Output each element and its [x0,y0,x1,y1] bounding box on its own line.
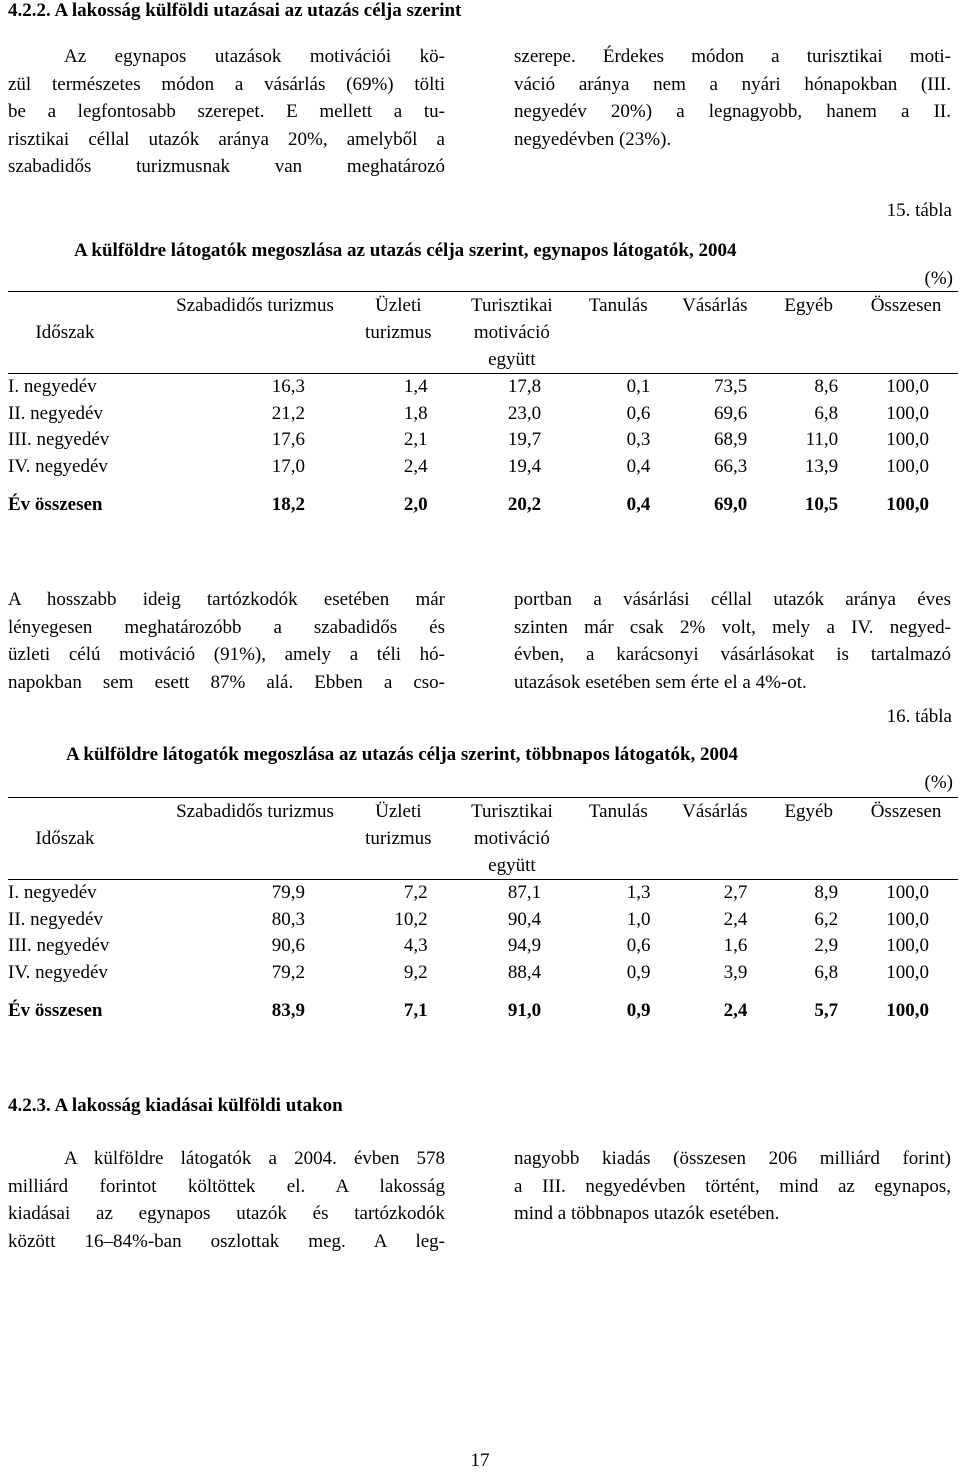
table-row [8,427,958,454]
table-row [8,960,958,987]
col-header-total: Összesen [870,801,942,822]
cell: 5,7 [814,1000,839,1021]
text-line: Az egynapos utazások motivációi kö- [64,46,445,67]
col-header-period: Időszak [35,828,95,849]
row-label: I. negyedév [8,882,97,903]
text-line: zül természetes módon a vásárlás (69%) tölti [8,73,445,95]
row-label: Év összesen [8,494,103,515]
col-header-study: Tanulás [588,295,648,316]
section-heading-4-2-3: 4.2.3. A lakosság kiadásai külföldi utakon [8,1095,343,1116]
cell: 17,8 [507,376,542,397]
col-header-business: Üzleti turizmus [365,295,432,343]
text-line: napokban sem esett 87% alá. Ebben a cso- [8,671,445,693]
cell: 11,0 [805,429,839,450]
table-row [8,374,958,401]
text-line: szabadidős turizmusnak van meghatározó [8,156,445,177]
cell: 18,2 [271,494,305,515]
cell: 79,2 [271,961,306,983]
cell: 4,3 [403,935,428,956]
table-number-15: 15. tábla [886,200,952,221]
text-line: mind a többnapos utazók esetében. [514,1203,780,1224]
text-line: üzleti célú motiváció (91%), amely a téli hó- [8,644,445,665]
cell: 6,8 [814,961,839,983]
table-total-row [8,986,958,1025]
table-total-row [8,480,958,519]
cell: 90,4 [507,908,542,930]
text-line: szinten már csak 2% volt, mely a IV. negyed- [514,616,951,638]
cell: 94,9 [507,935,542,956]
cell: 100,0 [886,1000,929,1021]
text-line: kiadásai az egynapos utazók és tartózkodók [8,1203,445,1224]
paragraph-3-left [8,1145,445,1255]
section-heading-4-2-2: 4.2.2. A lakosság külföldi utazásai az utazás célja szerint [8,0,462,21]
cell: 6,8 [814,402,839,424]
text-line: A külföldre látogatók a 2004. évben 578 [64,1148,445,1169]
cell: 17,0 [271,455,305,477]
cell: 0,9 [626,1000,651,1021]
col-header-tourism-total: Turisztikai motiváció együtt [471,295,553,370]
row-label: III. negyedév [8,935,110,956]
cell: 91,0 [507,1000,542,1021]
cell: 13,9 [804,455,839,477]
text-line: lényegesen meghatározóbb a szabadidős és [8,616,445,638]
cell: 100,0 [886,961,929,983]
text-line: portban a vásárlási céllal utazók aránya éves [514,589,951,610]
cell: 2,9 [814,935,839,956]
text-line: A hosszabb ideig tartózkodók esetében már [8,589,445,610]
table-row [8,907,958,934]
cell: 16,3 [271,376,305,397]
cell: 0,1 [626,376,651,397]
cell: 87,1 [507,882,542,903]
text-line: negyedévben (23%). [514,128,672,150]
cell: 100,0 [886,935,929,956]
table-header-row [8,798,958,880]
cell: 80,3 [271,908,306,930]
cell: 10,5 [804,494,839,515]
cell: 83,9 [271,1000,306,1021]
cell: 2,7 [723,882,748,903]
cell: 69,6 [714,402,748,424]
cell: 3,9 [723,961,748,983]
col-header-study: Tanulás [588,801,648,822]
row-label: III. negyedév [8,429,110,450]
table-unit-16: (%) [924,772,953,793]
cell: 21,2 [271,402,305,424]
cell: 73,5 [714,376,748,397]
text-line: évben, a karácsonyi vásárlásokat is tartalmazó [514,644,951,665]
cell: 66,3 [714,455,748,477]
cell: 100,0 [886,882,929,903]
row-label: II. negyedév [8,402,103,424]
paragraph-3-right [514,1145,951,1228]
cell: 17,6 [271,429,305,450]
text-line: be a legfontosabb szerepet. E mellett a tu- [8,101,445,122]
paragraph-1-left [8,43,445,181]
text-line: között 16–84%-ban oszlottak meg. A leg- [8,1230,445,1252]
cell: 19,4 [507,455,542,477]
col-header-tourism-total: Turisztikai motiváció együtt [471,801,553,876]
cell: 0,4 [626,494,651,515]
cell: 0,4 [626,455,651,477]
cell: 6,2 [814,908,839,930]
cell: 2,4 [723,1000,748,1021]
text-line: váció aránya nem a nyári hónapokban (III. [514,73,951,95]
cell: 100,0 [886,908,929,930]
table-title-16: A külföldre látogatók megoszlása az utazás célja szerint, többnapos látogatók, 2004 [66,744,739,765]
paragraph-2-left [8,586,445,696]
cell: 100,0 [886,494,929,515]
col-header-shopping: Vásárlás [682,801,748,822]
cell: 2,4 [403,455,428,477]
col-header-leisure: Szabadidős turizmus [176,295,334,316]
col-header-business: Üzleti turizmus [365,801,432,849]
text-line: milliárd forintot költöttek el. A lakosság [8,1175,445,1197]
cell: 9,2 [403,961,428,983]
table-row [8,454,958,481]
paragraph-2-right [514,586,951,696]
cell: 2,1 [403,429,428,450]
col-header-other: Egyéb [784,295,833,316]
cell: 19,7 [507,429,542,450]
text-line: szerepe. Érdekes módon a turisztikai moti- [514,46,951,67]
col-header-total: Összesen [870,295,942,316]
row-label: Év összesen [8,1000,103,1021]
table-row [8,933,958,960]
col-header-leisure: Szabadidős turizmus [176,801,334,822]
cell: 100,0 [886,429,929,450]
cell: 90,6 [271,935,306,956]
cell: 1,4 [403,376,428,397]
cell: 100,0 [886,402,929,424]
col-header-shopping: Vásárlás [682,295,748,316]
cell: 8,9 [814,882,839,903]
text-line: utazások esetében sem érte el a 4%-ot. [514,671,807,693]
table-15 [8,291,958,519]
cell: 0,3 [626,429,651,450]
cell: 2,4 [723,908,748,930]
cell: 1,8 [403,402,428,424]
row-label: II. negyedév [8,908,103,930]
cell: 0,6 [626,935,651,956]
text-line: negyedév 20%) a legnagyobb, hanem a II. [514,101,951,122]
paragraph-1-right [514,43,951,153]
cell: 100,0 [886,455,929,477]
cell: 7,1 [403,1000,428,1021]
table-row [8,880,958,907]
cell: 2,0 [403,494,428,515]
row-label: IV. negyedév [8,961,108,983]
table-16 [8,797,958,1025]
cell: 88,4 [507,961,542,983]
text-line: a III. negyedévben történt, mind az egynapos, [514,1175,951,1197]
cell: 20,2 [507,494,542,515]
table-unit-15: (%) [924,268,953,289]
cell: 69,0 [714,494,748,515]
cell: 1,0 [626,908,651,930]
col-header-other: Egyéb [784,801,833,822]
cell: 68,9 [714,429,748,450]
table-title-15: A külföldre látogatók megoszlása az utazás célja szerint, egynapos látogatók, 2004 [74,240,737,261]
cell: 10,2 [394,908,428,930]
cell: 1,6 [723,935,748,956]
cell: 8,6 [814,376,839,397]
row-label: I. negyedév [8,376,97,397]
col-header-period: Időszak [35,322,95,343]
page-number: 17 [470,1450,490,1471]
cell: 79,9 [271,882,306,903]
text-line: nagyobb kiadás (összesen 206 milliárd forint) [514,1148,951,1169]
row-label: IV. negyedév [8,455,108,477]
table-row [8,401,958,428]
text-line: risztikai céllal utazók aránya 20%, amelyből a [8,128,445,150]
cell: 0,9 [626,961,651,983]
cell: 1,3 [626,882,651,903]
cell: 7,2 [403,882,428,903]
cell: 23,0 [507,402,542,424]
cell: 100,0 [886,376,929,397]
cell: 0,6 [626,402,651,424]
table-number-16: 16. tábla [886,706,952,727]
table-header-row [8,292,958,374]
